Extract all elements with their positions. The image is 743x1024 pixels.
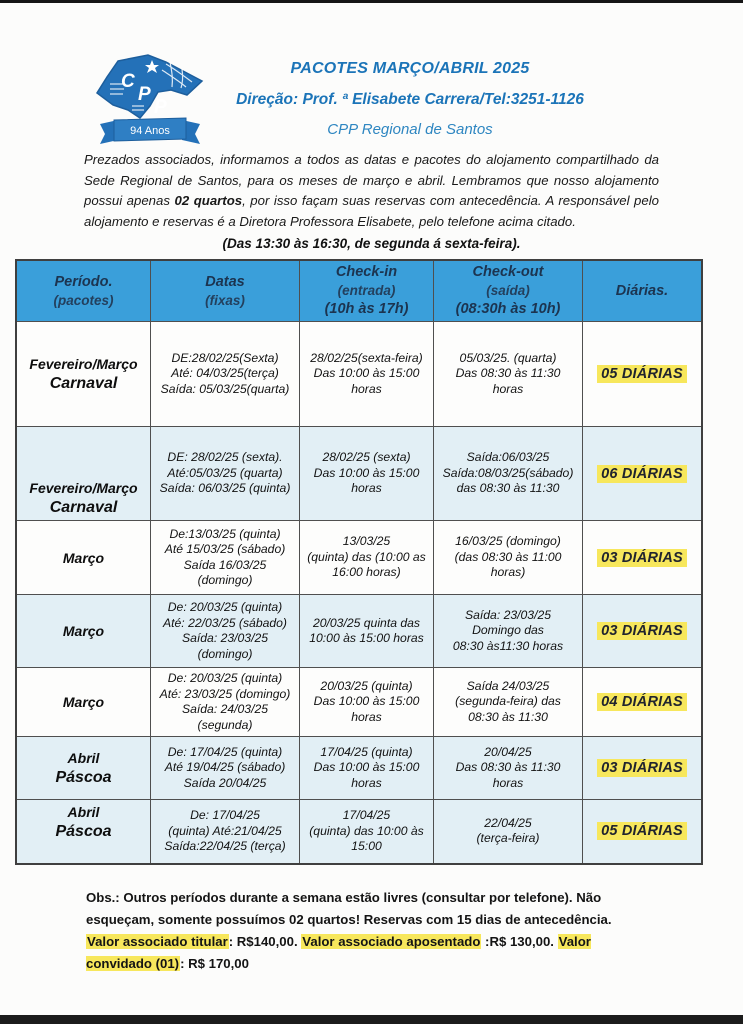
cell-datas [151, 521, 300, 595]
schedule-table [15, 259, 703, 865]
cell-diarias [583, 521, 703, 595]
cell-line: 08:30 às 11:30 [468, 709, 548, 724]
cell-line: horas [492, 775, 524, 790]
diarias-badge: 03 DIÁRIAS [597, 549, 687, 567]
cell-checkin [300, 737, 434, 800]
cell-line: Abril [67, 804, 100, 820]
text-segment: Valor associado aposentado [302, 933, 481, 949]
table-row [16, 737, 702, 800]
cell-line: 10:00 às 15:00 horas [309, 631, 424, 645]
text-segment: :R$ 130,00. [481, 933, 558, 949]
cell-line: Até 15/03/25 (sábado) [164, 542, 286, 556]
diarias-badge: 06 DIÁRIAS [597, 465, 687, 483]
cell-datas [151, 322, 300, 427]
table-row [16, 595, 702, 668]
cell-diarias [583, 737, 703, 800]
cell-line: Das 08:30 às 11:30 [455, 366, 561, 381]
cell-line: Saída 16/03/25 [183, 557, 267, 572]
cell-line: Páscoa [55, 823, 112, 840]
cell-line: (quinta) das 10:00 às [309, 823, 424, 838]
diarias-badge: 05 DIÁRIAS [597, 365, 687, 383]
cell-line: Das 10:00 às 15:00 [313, 366, 420, 381]
cell-line: Carnaval [49, 375, 118, 392]
cell-checkout [434, 595, 583, 668]
cell-line: Saída: 06/03/25 (quinta) [159, 481, 291, 496]
cell-checkout [434, 800, 583, 864]
cell-checkout [434, 427, 583, 521]
cell-line: Das 10:00 às 15:00 [313, 694, 420, 709]
cell-period [16, 427, 151, 521]
cell-line: Saída:08/03/25(sábado) [442, 465, 574, 480]
cell-line: Saída: 23/03/25 [181, 631, 269, 645]
cell-line: horas) [490, 565, 526, 580]
logo-letter-c: C [121, 71, 135, 92]
cell-period [16, 668, 151, 737]
diarias-badge: 03 DIÁRIAS [597, 759, 687, 777]
diarias-badge: 05 DIÁRIAS [597, 822, 687, 840]
cell-line: Março [62, 549, 105, 566]
direction-line: Direção: Prof. ª Elisabete Carrera/Tel:3251-1126 [236, 91, 584, 108]
cell-checkin [300, 521, 434, 595]
text-segment: Obs.: Outros períodos durante a semana estão livres (consultar por telefone). Não esqueçam, somente possuímos 02 quartos! Reservas com 15 dias de antecedência. [86, 889, 612, 927]
cell-line: (segunda) [197, 717, 253, 732]
cell-line: horas [351, 381, 382, 396]
cell-line: De: 17/04/25 [190, 808, 260, 822]
cell-line: 20/03/25 (quinta) [320, 678, 413, 693]
cell-line: Até: 22/03/25 (sábado) [163, 615, 287, 630]
cell-line: Das 08:30 às 11:30 [455, 760, 561, 775]
cell-line: Saída:06/03/25 [466, 450, 550, 465]
cell-line: horas [351, 481, 382, 496]
org-name: CPP Regional de Santos [327, 121, 493, 138]
cell-line: (quinta) Até:21/04/25 [168, 823, 282, 838]
text-segment: Valor convidado (01) [86, 933, 591, 971]
cell-line: Páscoa [55, 769, 112, 786]
cell-line: 16:00 horas) [332, 565, 401, 580]
cell-datas [151, 737, 300, 800]
diarias-badge: 03 DIÁRIAS [597, 622, 687, 640]
column-header-diarias: Diárias. [583, 260, 703, 322]
obs-note [86, 887, 642, 975]
cell-period [16, 322, 151, 427]
cell-line: Carnaval [49, 499, 118, 516]
cell-diarias [583, 668, 703, 737]
cell-line: Saída 24/03/25 [466, 678, 550, 693]
cell-line: horas [351, 709, 382, 724]
cell-line: DE:28/02/25(Sexta) [171, 350, 279, 365]
cell-line: (das 08:30 às 11:00 [454, 549, 562, 564]
table-row [16, 427, 702, 521]
cell-line: (quinta) das (10:00 as [307, 549, 426, 564]
cell-line: Até: 23/03/25 (domingo) [159, 686, 291, 701]
cell-checkin [300, 427, 434, 521]
cell-checkin [300, 322, 434, 427]
cell-line: Saída: 05/03/25(quarta) [160, 381, 290, 396]
scan-edge-bottom [0, 1015, 743, 1024]
cell-line: (domingo) [197, 573, 253, 587]
cell-line: 05/03/25. (quarta) [459, 350, 557, 365]
cell-line: Saída 20/04/25 [183, 775, 267, 790]
cell-line: 13/03/25 [342, 534, 391, 549]
cell-line: 16/03/25 (domingo) [455, 534, 561, 549]
cell-period [16, 800, 151, 864]
text-segment: : R$ 170,00 [180, 955, 249, 971]
cell-line: das 08:30 às 11:30 [456, 481, 560, 496]
schedule-table-body [16, 322, 702, 864]
cell-diarias [583, 800, 703, 864]
text-segment: 02 quartos [174, 193, 243, 208]
table-row [16, 668, 702, 737]
text-segment: , por isso façam suas reservas com antecedência. A responsável pelo alojamento e reservas é a Diretora Professora Elisabete, pelo telefone acima citado. [84, 193, 659, 229]
cell-checkout [434, 737, 583, 800]
logo-banner-text: 94 Anos [130, 125, 170, 137]
cell-line: 17/04/25 (quinta) [320, 744, 413, 759]
cell-line: 15:00 [351, 839, 382, 853]
cell-line: 17/04/25 [342, 808, 391, 822]
cell-line: De: 20/03/25 (quinta) [167, 600, 283, 614]
cell-line: Março [62, 623, 105, 639]
cell-line: 08:30 às11:30 horas [452, 638, 564, 653]
header-text-block [150, 60, 670, 138]
column-header-checkin: Check-in (entrada) (10h às 17h) [300, 260, 434, 322]
cell-line: 20/03/25 quinta das [312, 615, 421, 630]
cell-diarias [583, 322, 703, 427]
logo-letter-p1: P [138, 84, 151, 105]
cell-line: De: 20/03/25 (quinta) [167, 671, 283, 685]
cell-line: Até: 04/03/25(terça) [171, 366, 279, 381]
intro-paragraph [84, 150, 659, 232]
cell-checkin [300, 668, 434, 737]
cell-period [16, 737, 151, 800]
cell-line: 22/04/25 [484, 815, 532, 830]
cell-line: Saída: 24/03/25 [181, 702, 269, 716]
text-segment: : R$140,00. [228, 933, 302, 949]
document-header [0, 0, 743, 150]
column-header-period: Período. (pacotes) [16, 260, 151, 322]
table-row [16, 521, 702, 595]
cell-checkin [300, 595, 434, 668]
cell-line: De: 17/04/25 (quinta) [167, 744, 283, 759]
document-title: PACOTES MARÇO/ABRIL 2025 [290, 60, 530, 77]
cell-checkout [434, 322, 583, 427]
cell-line: (segunda-feira) das [455, 694, 561, 709]
cell-line: (domingo) [197, 646, 253, 661]
cell-line: DE: 28/02/25 (sexta). [167, 450, 283, 465]
cell-line: Das 10:00 às 15:00 [313, 760, 420, 775]
cell-line: Fevereiro/Março [29, 480, 138, 496]
cell-checkin [300, 800, 434, 864]
cell-line: Fevereiro/Março [29, 356, 138, 372]
cell-line: 28/02/25(sexta-feira) [310, 350, 423, 365]
hours-note: (Das 13:30 às 16:30, de segunda á sexta-feira). [222, 236, 521, 251]
cell-line: Domingo das [472, 623, 544, 638]
cell-line: Até 19/04/25 (sábado) [164, 760, 286, 775]
cell-checkout [434, 521, 583, 595]
schedule-header-row [16, 260, 702, 322]
cell-datas [151, 595, 300, 668]
cell-datas [151, 427, 300, 521]
table-row [16, 800, 702, 864]
diarias-badge: 04 DIÁRIAS [597, 693, 687, 711]
cell-line: horas [492, 381, 524, 396]
cell-line: 28/02/25 (sexta) [322, 450, 411, 465]
cell-datas [151, 800, 300, 864]
logo-letter-p2: P [154, 97, 167, 118]
cell-line: Até:05/03/25 (quarta) [167, 465, 283, 480]
cell-line: Saída:22/04/25 (terça) [164, 839, 286, 853]
cell-line: Saída: 23/03/25 [464, 607, 552, 622]
cell-line: De:13/03/25 (quinta) [169, 526, 281, 541]
cell-line: horas [351, 775, 382, 790]
table-row [16, 322, 702, 427]
text-segment: Valor associado titular [87, 933, 228, 949]
column-header-datas: Datas (fixas) [151, 260, 300, 322]
cell-period [16, 595, 151, 668]
cell-line: Março [62, 694, 105, 710]
cell-checkout [434, 668, 583, 737]
cell-datas [151, 668, 300, 737]
cell-period [16, 521, 151, 595]
cell-diarias [583, 595, 703, 668]
cell-line: 20/04/25 [484, 744, 532, 759]
cell-diarias [583, 427, 703, 521]
text-segment: Prezados associados, informamos a todos as datas e pacotes do alojamento compartilhado da Sede Regional de Santos, para os meses de março e abril. Lembramos que nosso alojamento possui apenas [84, 152, 659, 208]
column-header-checkout: Check-out (saída) (08:30h às 10h) [434, 260, 583, 322]
cell-line: Das 10:00 às 15:00 [313, 465, 420, 480]
cell-line: (terça-feira) [476, 831, 540, 846]
cell-line: Abril [67, 750, 100, 766]
